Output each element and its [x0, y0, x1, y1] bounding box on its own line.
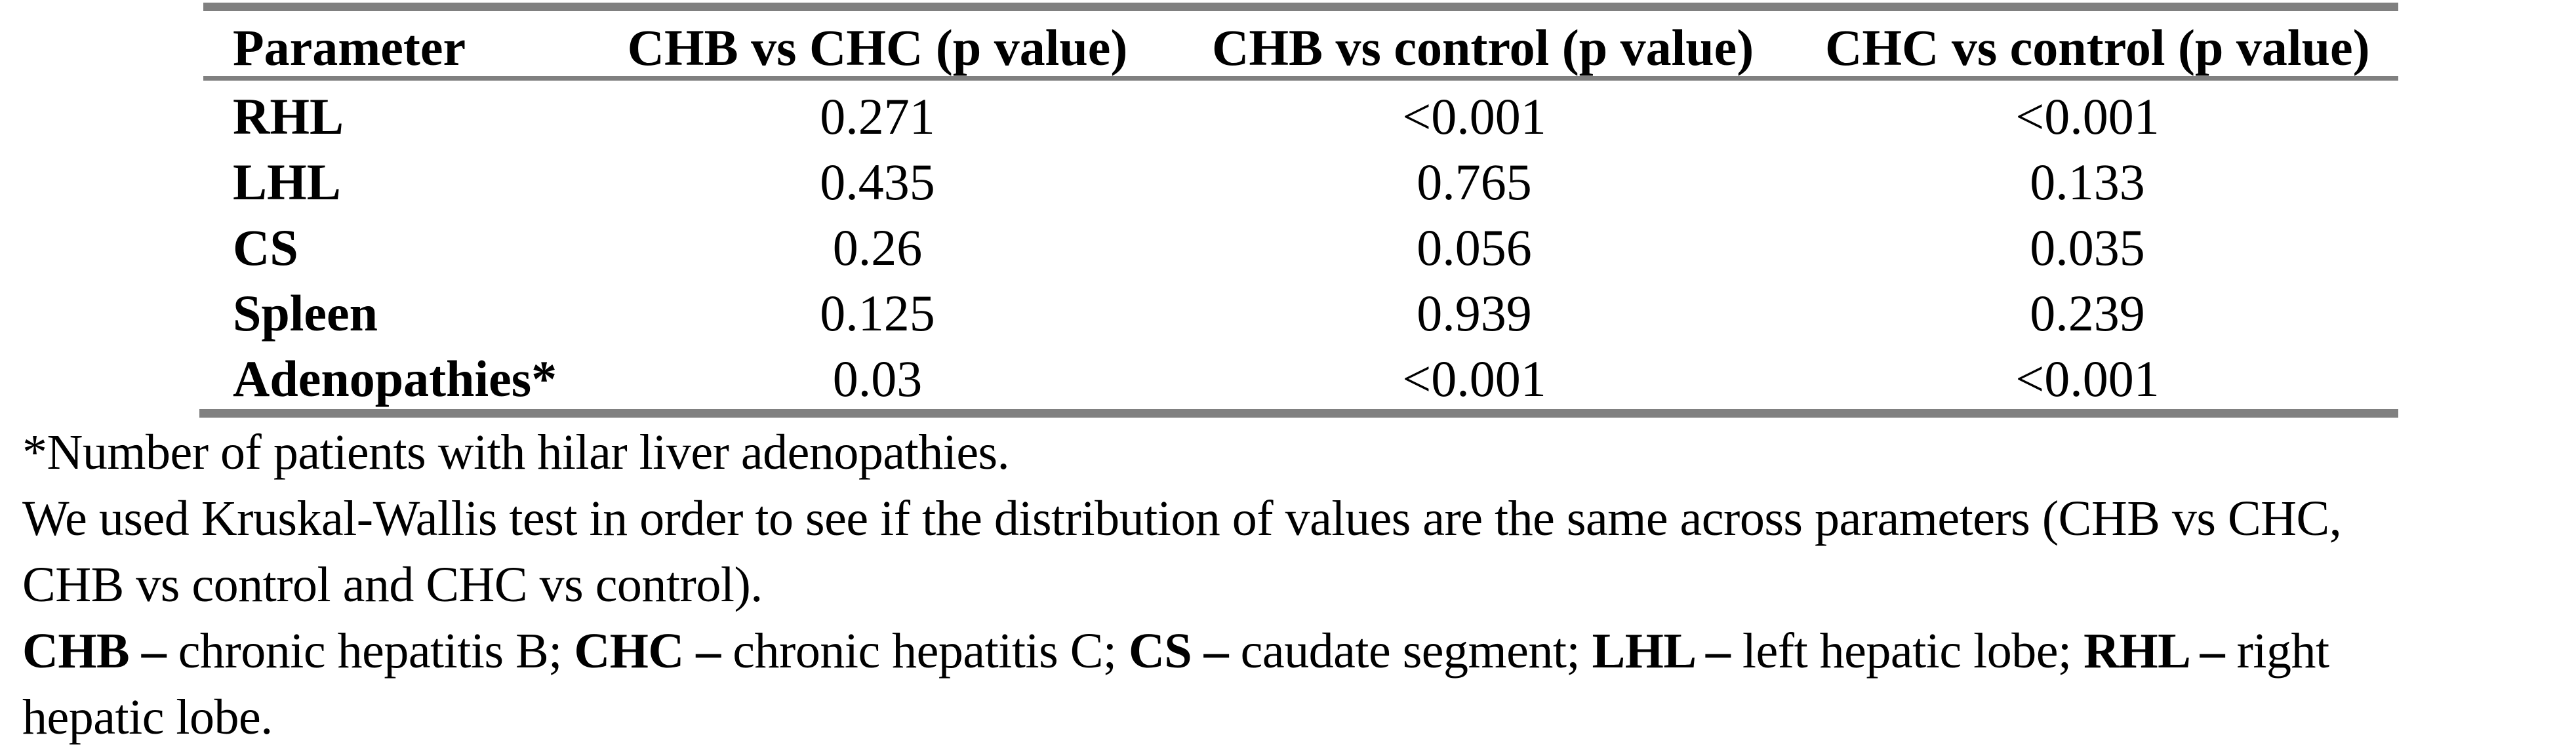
- method-note-line-1: We used Kruskal-Wallis test in order to see if the distribution of values are the same across parameters (CHB vs CHC,: [22, 491, 2342, 546]
- cell-chc-vs-control: 0.239: [2030, 285, 2145, 342]
- header-chb-vs-control: CHB vs control (p value): [1212, 19, 1754, 76]
- abbr-definition: caudate segment;: [1240, 623, 1592, 679]
- cell-chc-vs-control: 0.035: [2030, 219, 2145, 276]
- cell-chb-vs-control: <0.001: [1402, 350, 1546, 407]
- cell-chb-vs-chc: 0.271: [820, 88, 935, 145]
- method-note-line-2: CHB vs control and CHC vs control).: [22, 557, 763, 612]
- row-label: Adenopathies*: [233, 350, 557, 407]
- cell-chb-vs-control: 0.765: [1417, 153, 1532, 210]
- abbr-definition: left hepatic lobe;: [1742, 623, 2084, 679]
- header-chc-vs-control: CHC vs control (p value): [1825, 19, 2370, 76]
- row-label: LHL: [233, 153, 341, 210]
- abbr-separator: –: [683, 623, 733, 679]
- header-parameter: Parameter: [233, 19, 466, 76]
- header-chb-vs-chc: CHB vs CHC (p value): [627, 19, 1128, 76]
- abbr-definition: chronic hepatitis C;: [733, 623, 1129, 679]
- cell-chb-vs-chc: 0.26: [832, 219, 923, 276]
- abbr-definition: chronic hepatitis B;: [178, 623, 574, 679]
- cell-chb-vs-control: 0.939: [1417, 285, 1532, 342]
- abbr-separator: –: [1192, 623, 1241, 679]
- cell-chb-vs-chc: 0.125: [820, 285, 935, 342]
- abbr-definition: right: [2236, 623, 2329, 679]
- row-label: CS: [233, 219, 298, 276]
- row-label: RHL: [233, 88, 344, 145]
- cell-chb-vs-chc: 0.03: [832, 350, 923, 407]
- abbreviations-note: [22, 618, 2567, 684]
- abbr-term: CS: [1129, 623, 1192, 679]
- row-label: Spleen: [233, 285, 378, 342]
- abbr-separator: –: [2188, 623, 2237, 679]
- cell-chc-vs-control: <0.001: [2015, 88, 2160, 145]
- cell-chc-vs-control: 0.133: [2030, 153, 2145, 210]
- abbr-separator: –: [1693, 623, 1742, 679]
- cell-chb-vs-chc: 0.435: [820, 153, 935, 210]
- table-footnotes: [22, 420, 2567, 751]
- abbreviations-note-wrap: hepatic lobe.: [22, 690, 273, 745]
- abbr-term: CHB: [22, 623, 130, 679]
- cell-chc-vs-control: <0.001: [2015, 350, 2160, 407]
- cell-chb-vs-control: <0.001: [1402, 88, 1546, 145]
- abbr-term: LHL: [1592, 623, 1694, 679]
- abbr-term: CHC: [574, 623, 684, 679]
- table-top-rule: [203, 3, 2398, 11]
- abbr-term: RHL: [2083, 623, 2188, 679]
- abbr-separator: –: [129, 623, 178, 679]
- asterisk-footnote: *Number of patients with hilar liver adenopathies.: [22, 425, 1010, 480]
- cell-chb-vs-control: 0.056: [1417, 219, 1532, 276]
